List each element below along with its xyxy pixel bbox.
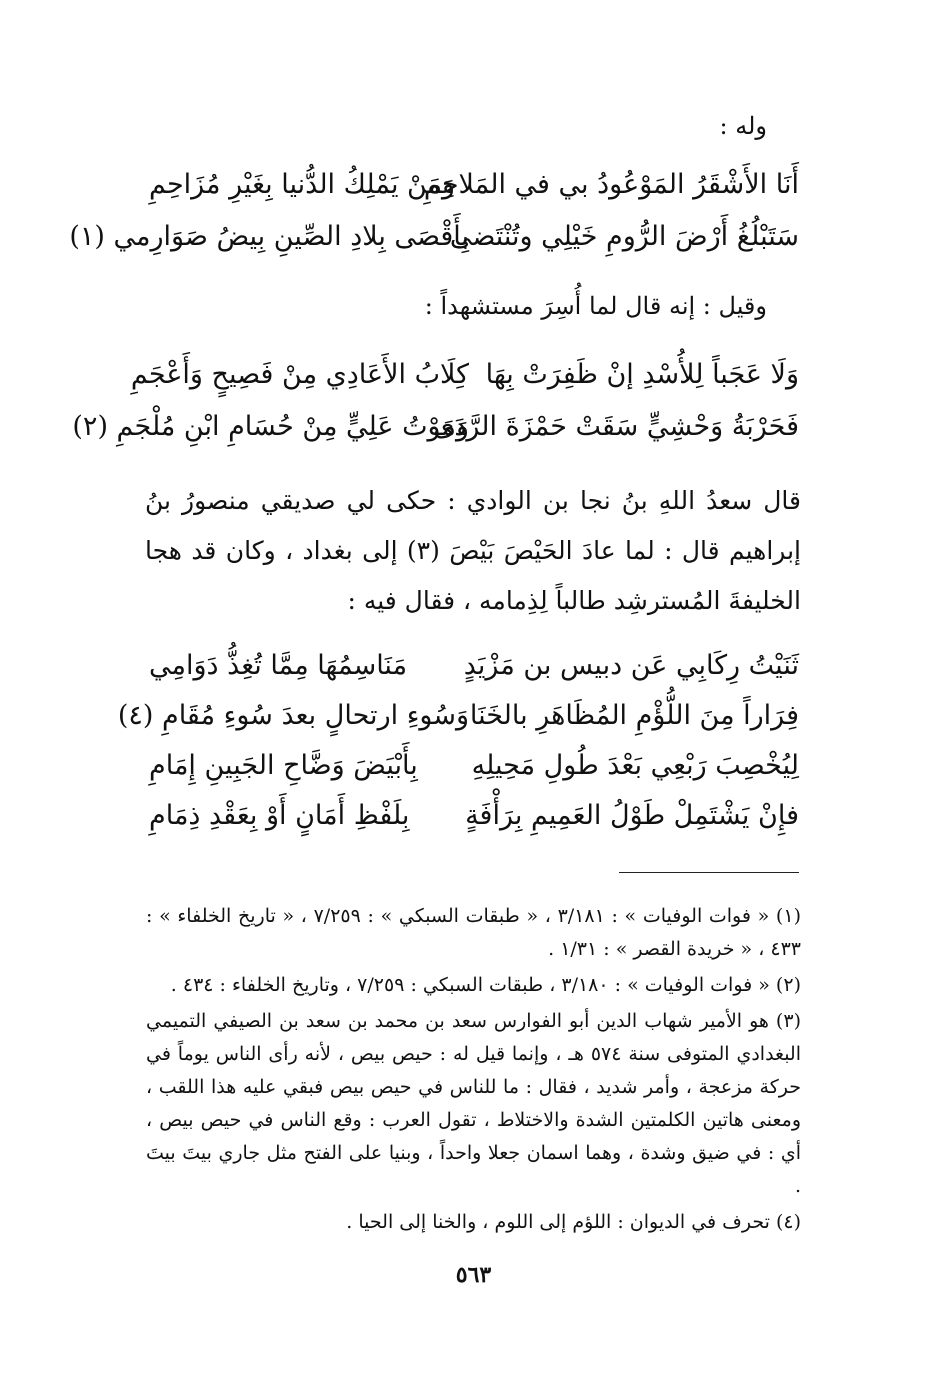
verse-first-hemistich: أَنَا الأَشْقَرُ المَوْعُودُ بي في المَلاحِمِ: [423, 168, 799, 200]
verse-second-hemistich: كِلَابُ الأَعَادِي مِنْ فَصِيحٍ وَأَعْجَمِ: [130, 358, 469, 390]
page-number: ٥٦٣: [455, 1262, 492, 1288]
footnote: (٣) هو الأمير شهاب الدين أبو الفوارس سعد بن محمد بن سعد بن الصيفي التميمي البغدادي المتوفى سنة ٥٧٤ هـ ، وإنما قيل له : حيص بيص ، لأنه رأى الناس يوماً في حركة مزعجة ، وأمر شديد ، فقال : ما للناس في حيص بيص فبقي عليه هذا اللقب ، ومعنى هاتين الكلمتين الشدة والاختلاط ، تقول العرب : وقع الناس في حيص بيص ، أي : في ضيق وشدة ، وهما اسمان جعلا واحداً ، وبنيا على الفتح مثل جاري بيتَ بيتَ .: [146, 1010, 802, 1197]
footnote-divider: [619, 872, 799, 873]
verse-first-hemistich: لِيُخْصِبَ رَبْعِي بَعْدَ طُولِ مَحِيلِهِ: [471, 749, 799, 781]
poem-3: [117, 640, 799, 840]
verse: [117, 690, 799, 740]
verse: [149, 158, 799, 210]
verse-first-hemistich: وَلَا عَجَباً لِلأُسْدِ إنْ ظَفِرَتْ بِهَا: [485, 358, 799, 390]
verse-second-hemistich: بِأَقْصَى بِلادِ الصِّينِ بِيضُ صَوَارِمي (١): [69, 220, 469, 252]
verse: [72, 400, 799, 452]
footnote: (٢) « فوات الوفيات » : ٣/١٨٠ ، طبقات السبكي : ٧/٢٥٩ ، وتاريخ الخلفاء : ٤٣٤ .: [170, 974, 801, 996]
verse-first-hemistich: ثَنَيْتُ رِكَابِي عَن دبيس بن مَزْيَدٍ: [463, 649, 799, 681]
verse: [149, 740, 799, 790]
footnote: (١) « فوات الوفيات » : ٣/١٨١ ، « طبقات السبكي » : ٧/٢٥٩ ، « تاريخ الخلفاء » : ٤٣٣ ، « خريدة القصر » : ١/٣١ .: [146, 905, 801, 960]
poem-2: [72, 348, 799, 452]
verse: [149, 790, 799, 840]
intro-label: وله :: [719, 112, 767, 140]
verse: [149, 640, 799, 690]
verse-first-hemistich: سَتَبْلُغُ أَرْضَ الرُّومِ خَيْلِي وتُنْتَضى: [449, 220, 799, 252]
poem-1: [69, 158, 799, 262]
verse-first-hemistich: فَحَرْبَةُ وَحْشِيٍّ سَقَتْ حَمْزَةَ الرَّدَى: [433, 410, 799, 442]
prose-paragraph: قال سعدُ اللهِ بنُ نجا بن الوادي : حكى لي صديقي منصورُ بنُ إبراهيم قال : لما عادَ الحَيْصَ بَيْصَ (٣) إلى بغداد ، وكان قد هجا الخليفةَ المُسترشِد طالباً لِذِمامه ، فقال فيه :: [145, 486, 801, 615]
intro-line: وقيل : إنه قال لما أُسِرَ مستشهداً :: [424, 292, 767, 320]
verse-second-hemistich: وَمَوْتُ عَلِيٍّ مِنْ حُسَامِ ابْنِ مُلْجَمِ (٢): [72, 410, 469, 442]
verse: [130, 348, 799, 400]
verse-second-hemistich: مَنَاسِمُهَا مِمَّا تُغِذُّ دَوَامِي: [149, 649, 408, 681]
verse-second-hemistich: وَمَنْ يَمْلِكُ الدُّنيا بِغَيْرِ مُزَاحِمِ: [149, 168, 456, 200]
verse-second-hemistich: بِلَفْظِ أَمَانٍ أَوْ بِعَقْدِ ذِمَامِ: [149, 799, 410, 831]
footnotes: [146, 900, 801, 1242]
verse-first-hemistich: فإِنْ يَشْتَمِلْ طَوْلُ العَمِيمِ بِرَأْفَةٍ: [465, 799, 799, 831]
verse-first-hemistich: فِرَاراً مِنَ اللُّؤْمِ المُظَاهَرِ بالخَنَا: [469, 699, 799, 731]
footnote: (٤) تحرف في الديوان : اللؤم إلى اللوم ، والخنا إلى الحيا .: [346, 1211, 801, 1233]
verse-second-hemistich: وَسُوءِ ارتحالٍ بعدَ سُوءِ مُقَامِ (٤): [117, 699, 469, 731]
verse-second-hemistich: بِأَبْيَضَ وَضَّاحِ الجَبِينِ إِمَامِ: [149, 749, 418, 781]
verse: [69, 210, 799, 262]
